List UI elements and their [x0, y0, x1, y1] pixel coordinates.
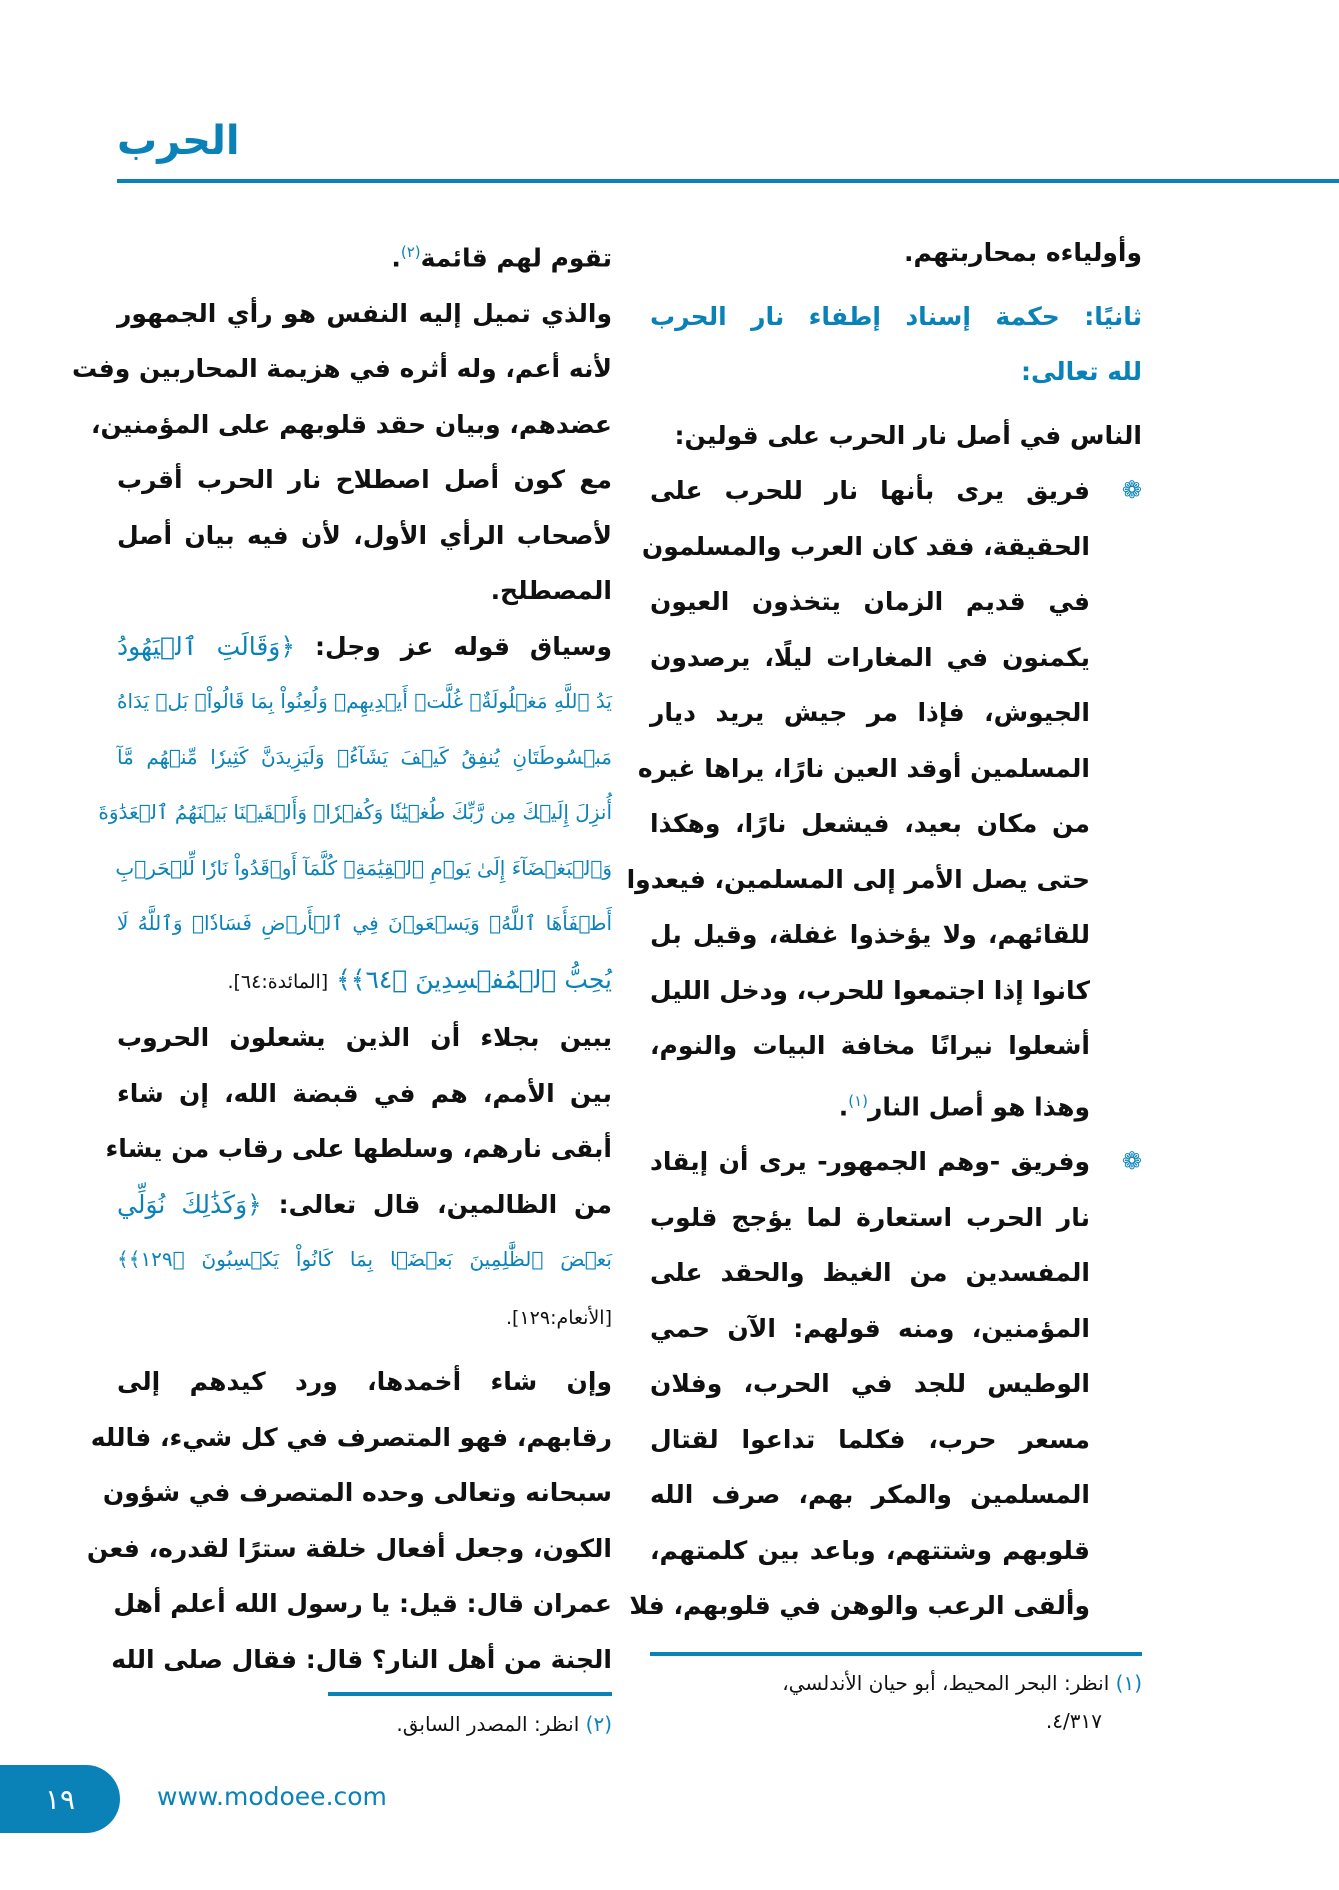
text-line [650, 685, 1142, 741]
text-segment: لأصحاب الرأي الأول، لأن فيه بيان أصل [117, 520, 612, 550]
text-line [117, 1288, 612, 1347]
text-line [650, 1134, 1142, 1190]
text-segment: الجيوش، فإذا مر جيش يريد ديار [650, 698, 1090, 727]
text-line [641, 519, 1142, 575]
text-segment: وهذا هو أصل النار [868, 1091, 1090, 1121]
text-line [650, 1245, 1142, 1301]
text-segment: وفريق -وهم الجمهور- يرى أن إيقاد [650, 1147, 1090, 1177]
text-line [117, 286, 612, 342]
text-segment: وسياق قوله عز وجل: [295, 631, 612, 661]
text-line [117, 508, 612, 564]
text-line [117, 674, 612, 730]
footnote-divider-left [328, 1692, 612, 1696]
text-line [650, 1190, 1142, 1246]
quran-verse: يُحِبُّ ٱلۡمُفۡسِدِينَ ﴿٦٤﴾﴾ [328, 964, 612, 994]
text-segment: المسلمين أوقد العين نارًا، يراها غيره [637, 753, 1090, 783]
text-line [650, 796, 1142, 852]
text-segment: والذي تميل إليه النفس هو رأي الجمهور [117, 298, 612, 328]
text-line [637, 741, 1142, 797]
flower-bullet-icon: ❁ [1121, 476, 1142, 504]
text-line [90, 1410, 612, 1466]
text-segment: الناس في أصل نار الحرب على قولين: [674, 420, 1142, 450]
text-line [117, 1232, 612, 1288]
text-segment: قلوبهم وشتتهم، وباعد بين كلمتهم، [650, 1535, 1090, 1565]
text-segment: نار الحرب استعارة لما يؤجج قلوب [650, 1202, 1090, 1232]
footnote-text: انظر: المصدر السابق. [396, 1712, 580, 1736]
text-line [117, 563, 612, 619]
text-segment: أَطۡفَأَهَا ٱللَّهُۚ وَيَسۡعَوۡنَ فِي ٱلۡأَرۡضِ فَسَادٗاۚ وَٱللَّهُ لَا [117, 911, 612, 936]
text-segment: تقوم لهم قائمة [420, 243, 612, 273]
text-line [117, 225, 612, 286]
text-line [650, 1018, 1142, 1074]
text-line [86, 1521, 612, 1577]
text-line [650, 630, 1142, 686]
text-line [650, 1301, 1142, 1357]
text-segment: سبحانه وتعالى وحده المتصرف في شؤون [102, 1478, 612, 1508]
text-line [105, 1121, 612, 1177]
text-segment: مع كون أصل اصطلاح نار الحرب أقرب [117, 465, 612, 495]
text-segment: الجنة من أهل النار؟ قال: فقال صلى الله [111, 1644, 612, 1674]
chapter-title: الحرب [117, 118, 240, 164]
text-line [117, 952, 612, 1011]
text-segment: فريق يرى بأنها نار للحرب على [650, 476, 1090, 505]
text-segment: أبقى نارهم، وسلطها على رقاب من يشاء [105, 1134, 612, 1164]
footnote-ref: (٢) [400, 243, 421, 261]
text-segment: المصطلح. [490, 576, 612, 606]
text-segment: الكون، وجعل أفعال خلقة سترًا لقدره، فعن [86, 1533, 612, 1563]
text-segment: وإن شاء أخمدها، ورد كيدهم إلى [117, 1367, 612, 1397]
text-line [113, 1576, 612, 1632]
text-segment: من مكان بعيد، فيشعل نارًا، وهكذا [650, 809, 1090, 838]
text-segment: . [391, 243, 401, 273]
text-segment: يكمنون في المغارات ليلًا، يرصدون [650, 642, 1090, 672]
text-line [626, 852, 1142, 908]
text-line [650, 344, 1142, 400]
text-segment: من الظالمين، قال تعالى: [261, 1189, 612, 1219]
text-line [90, 397, 612, 453]
text-segment: أُنزِلَ إِلَيۡكَ مِن رَّبِّكَ طُغۡيَٰنٗا وَكُفۡرٗاۚ وَأَلۡقَيۡنَا بَيۡنَهُمُ ٱلۡعَدَٰوَةَ [98, 800, 612, 825]
text-line [650, 463, 1142, 519]
quran-verse: ﴿وَكَذَٰلِكَ نُوَلِّي [117, 1189, 262, 1219]
text-segment: وأولياءه بمحاربتهم. [903, 238, 1142, 267]
text-segment: في قديم الزمان يتخذون العيون [650, 587, 1090, 616]
text-line [650, 1074, 1142, 1135]
text-segment: . [838, 1091, 849, 1121]
text-segment: رقابهم، فهو المتصرف في كل شيء، فالله [90, 1422, 612, 1452]
text-line [650, 963, 1142, 1019]
header-divider [117, 179, 1339, 183]
text-line [650, 289, 1142, 345]
text-segment: لأنه أعم، وله أثره في هزيمة المحاربين وفت [71, 354, 612, 384]
text-segment: يَدُ ٱللَّهِ مَغۡلُولَةٌۚ غُلَّتۡ أَيۡدِيهِمۡ وَلُعِنُواْ بِمَا قَالُواْۘ بَلۡ يَدَاهُ [117, 689, 612, 714]
text-segment: بَعۡضَ ٱلظَّٰلِمِينَ بَعۡضَۢا بِمَا كَانُواْ يَكۡسِبُونَ ﴿١٢٩﴾﴾ [117, 1247, 612, 1272]
page-number: ١٩ [44, 1782, 76, 1816]
text-line [650, 225, 1142, 281]
text-segment: مسعر حرب، فكلما تداعوا لقتال [650, 1424, 1090, 1454]
text-segment: [المائدة:٦٤]. [227, 970, 329, 993]
text-line [117, 1066, 612, 1122]
text-segment: وألقى الرعب والوهن في قلوبهم، فلا [629, 1591, 1090, 1621]
text-segment: مَبۡسُوطَتَانِ يُنفِقُ كَيۡفَ يَشَآءُۚ وَلَيَزِيدَنَّ كَثِيرٗا مِّنۡهُم مَّآ [117, 744, 612, 769]
footnote-2 [250, 1705, 612, 1743]
text-segment: حتى يصل الأمر إلى المسلمين، فيعدوا [626, 864, 1090, 894]
footnote-ref: (١) [848, 1091, 868, 1110]
text-line [117, 730, 612, 786]
text-line [650, 907, 1142, 963]
text-segment: وَٱلۡبَغۡضَآءَ إِلَىٰ يَوۡمِ ٱلۡقِيَٰمَةِۚ كُلَّمَآ أَوۡقَدُواْ نَارٗا لِّلۡحَرۡبِ [115, 855, 612, 880]
text-line [650, 1467, 1142, 1523]
page-number-badge [0, 1765, 120, 1833]
text-line [650, 1412, 1142, 1468]
text-segment: الوطيس للجد في الحرب، وفلان [650, 1369, 1090, 1399]
left-column [71, 225, 612, 1687]
text-segment: بين الأمم، هم في قبضة الله، إن شاء [117, 1078, 612, 1108]
footnote-number: (٢) [585, 1712, 612, 1736]
text-line [117, 841, 612, 897]
quran-verse: ﴿وَقَالَتِ ٱلۡيَهُودُ [117, 631, 296, 661]
footnote-1 [650, 1664, 1142, 1740]
text-line [629, 1578, 1142, 1634]
text-segment: المفسدين من الغيظ والحقد على [650, 1258, 1090, 1288]
text-segment: [الأنعام:١٢٩]. [505, 1306, 612, 1329]
text-line [650, 1523, 1142, 1579]
text-line [111, 1632, 612, 1688]
text-line [117, 896, 612, 952]
text-segment: كانوا إذا اجتمعوا للحرب، ودخل الليل [649, 975, 1090, 1005]
text-line [650, 1356, 1142, 1412]
text-line [117, 452, 612, 508]
text-segment: عضدهم، وبيان حقد قلوبهم على المؤمنين، [90, 409, 612, 439]
text-segment: ثانيًا: حكمة إسناد إطفاء نار الحرب [650, 301, 1142, 331]
text-segment: المسلمين والمكر بهم، صرف الله [650, 1480, 1090, 1510]
text-segment: الحقيقة، فقد كان العرب والمسلمون [641, 531, 1090, 561]
text-segment: للقائهم، ولا يؤخذوا غفلة، وقيل بل [650, 920, 1090, 949]
text-segment: لله تعالى: [1020, 357, 1142, 386]
footnote-divider-right [650, 1652, 1142, 1656]
text-line [650, 574, 1142, 630]
text-line [117, 1354, 612, 1410]
flower-bullet-icon: ❁ [1121, 1147, 1142, 1176]
website-link[interactable]: www.modoee.com [157, 1782, 387, 1811]
text-segment: يبين بجلاء أن الذين يشعلون الحروب [117, 1023, 612, 1053]
text-segment: عمران قال: قيل: يا رسول الله أعلم أهل [113, 1589, 612, 1619]
text-line [102, 1465, 612, 1521]
text-line [117, 1177, 612, 1233]
text-line [98, 785, 612, 841]
text-segment: المؤمنين، ومنه قولهم: الآن حمي [650, 1313, 1090, 1343]
text-segment: أشعلوا نيرانًا مخافة البيات والنوم، [650, 1031, 1090, 1060]
right-column [626, 225, 1142, 1634]
text-line [650, 408, 1142, 464]
text-line [71, 341, 612, 397]
footnote-text: ٤/٣١٧. [1045, 1709, 1102, 1733]
text-line [117, 619, 612, 675]
text-line [117, 1010, 612, 1066]
footnote-number: (١) [1115, 1671, 1142, 1695]
footnote-text: انظر: البحر المحيط، أبو حيان الأندلسي، [782, 1671, 1110, 1695]
